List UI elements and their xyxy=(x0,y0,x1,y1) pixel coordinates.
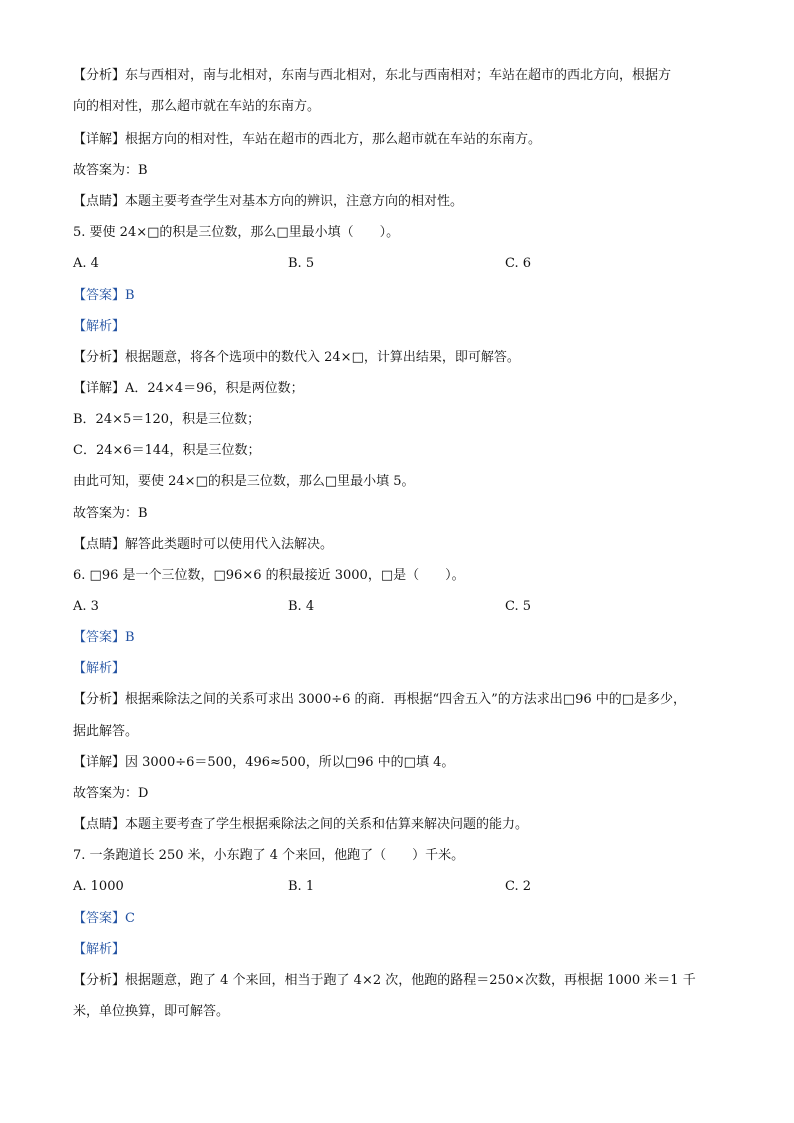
detail-q5-c: C．24×6＝144，积是三位数； xyxy=(73,443,261,458)
q5-option-b: B. 5 xyxy=(288,256,315,271)
question-6: 6. □96 是一个三位数，□96×6 的积最接近 3000，□是（ ）。 xyxy=(73,568,465,583)
answer-q5: 【答案】B xyxy=(73,288,135,303)
explanation-heading-q6: 【解析】 xyxy=(73,661,126,676)
q6-option-b: B. 4 xyxy=(288,599,315,614)
detail-q5-a: 【详解】A．24×4＝96，积是两位数； xyxy=(73,381,304,396)
analysis-q5: 【分析】根据题意，将各个选项中的数代入 24×□，计算出结果，即可解答。 xyxy=(73,350,520,365)
analysis-q4-cont: 向的相对性，那么超市就在车站的东南方。 xyxy=(73,99,321,114)
analysis-q7: 【分析】根据题意，跑了 4 个来回，相当于跑了 4×2 次，他跑的路程＝250×次数，再根据 1000 米＝1 千 xyxy=(73,973,696,988)
answer-q6: 【答案】B xyxy=(73,630,135,645)
q6-option-c: C. 5 xyxy=(505,599,532,614)
q7-option-b: B. 1 xyxy=(288,879,315,894)
analysis-q7-cont: 米，单位换算，即可解答。 xyxy=(73,1004,230,1019)
question-5: 5. 要使 24×□的积是三位数，那么□里最小填（ ）。 xyxy=(73,225,400,240)
detail-q4: 【详解】根据方向的相对性，车站在超市的西北方，那么超市就在车站的东南方。 xyxy=(73,132,542,147)
analysis-q4: 【分析】东与西相对，南与北相对，东南与西北相对，东北与西南相对；车站在超市的西北方向，根据方 xyxy=(73,68,672,83)
detail-q6: 【详解】因 3000÷6＝500，496≈500，所以□96 中的□填 4。 xyxy=(73,755,455,770)
detail-q5-b: B．24×5＝120，积是三位数； xyxy=(73,412,261,427)
answer-line-q4: 故答案为：B xyxy=(73,163,148,178)
q6-option-a: A. 3 xyxy=(73,599,99,614)
q5-option-c: C. 6 xyxy=(505,256,532,271)
conclusion-q5: 由此可知，要使 24×□的积是三位数，那么□里最小填 5。 xyxy=(73,474,415,489)
explanation-heading-q7: 【解析】 xyxy=(73,942,126,957)
answer-q7: 【答案】C xyxy=(73,911,135,926)
analysis-q6-cont: 据此解答。 xyxy=(73,724,139,739)
answer-line-q6: 故答案为：D xyxy=(73,786,149,801)
q5-option-a: A. 4 xyxy=(73,256,99,271)
q7-option-c: C. 2 xyxy=(505,879,532,894)
answer-line-q5: 故答案为：B xyxy=(73,506,148,521)
comment-q6: 【点睛】本题主要考查了学生根据乘除法之间的关系和估算来解决问题的能力。 xyxy=(73,817,529,832)
q7-option-a: A. 1000 xyxy=(73,879,124,894)
explanation-heading-q5: 【解析】 xyxy=(73,319,126,334)
analysis-q6: 【分析】根据乘除法之间的关系可求出 3000÷6 的商．再根据“四舍五入”的方法求出□96 中的□是多少， xyxy=(73,692,687,707)
question-7: 7. 一条跑道长 250 米，小东跑了 4 个来回，他跑了（ ）千米。 xyxy=(73,848,465,863)
comment-q5: 【点睛】解答此类题时可以使用代入法解决。 xyxy=(73,537,334,552)
comment-q4: 【点睛】本题主要考查学生对基本方向的辨识，注意方向的相对性。 xyxy=(73,194,464,209)
